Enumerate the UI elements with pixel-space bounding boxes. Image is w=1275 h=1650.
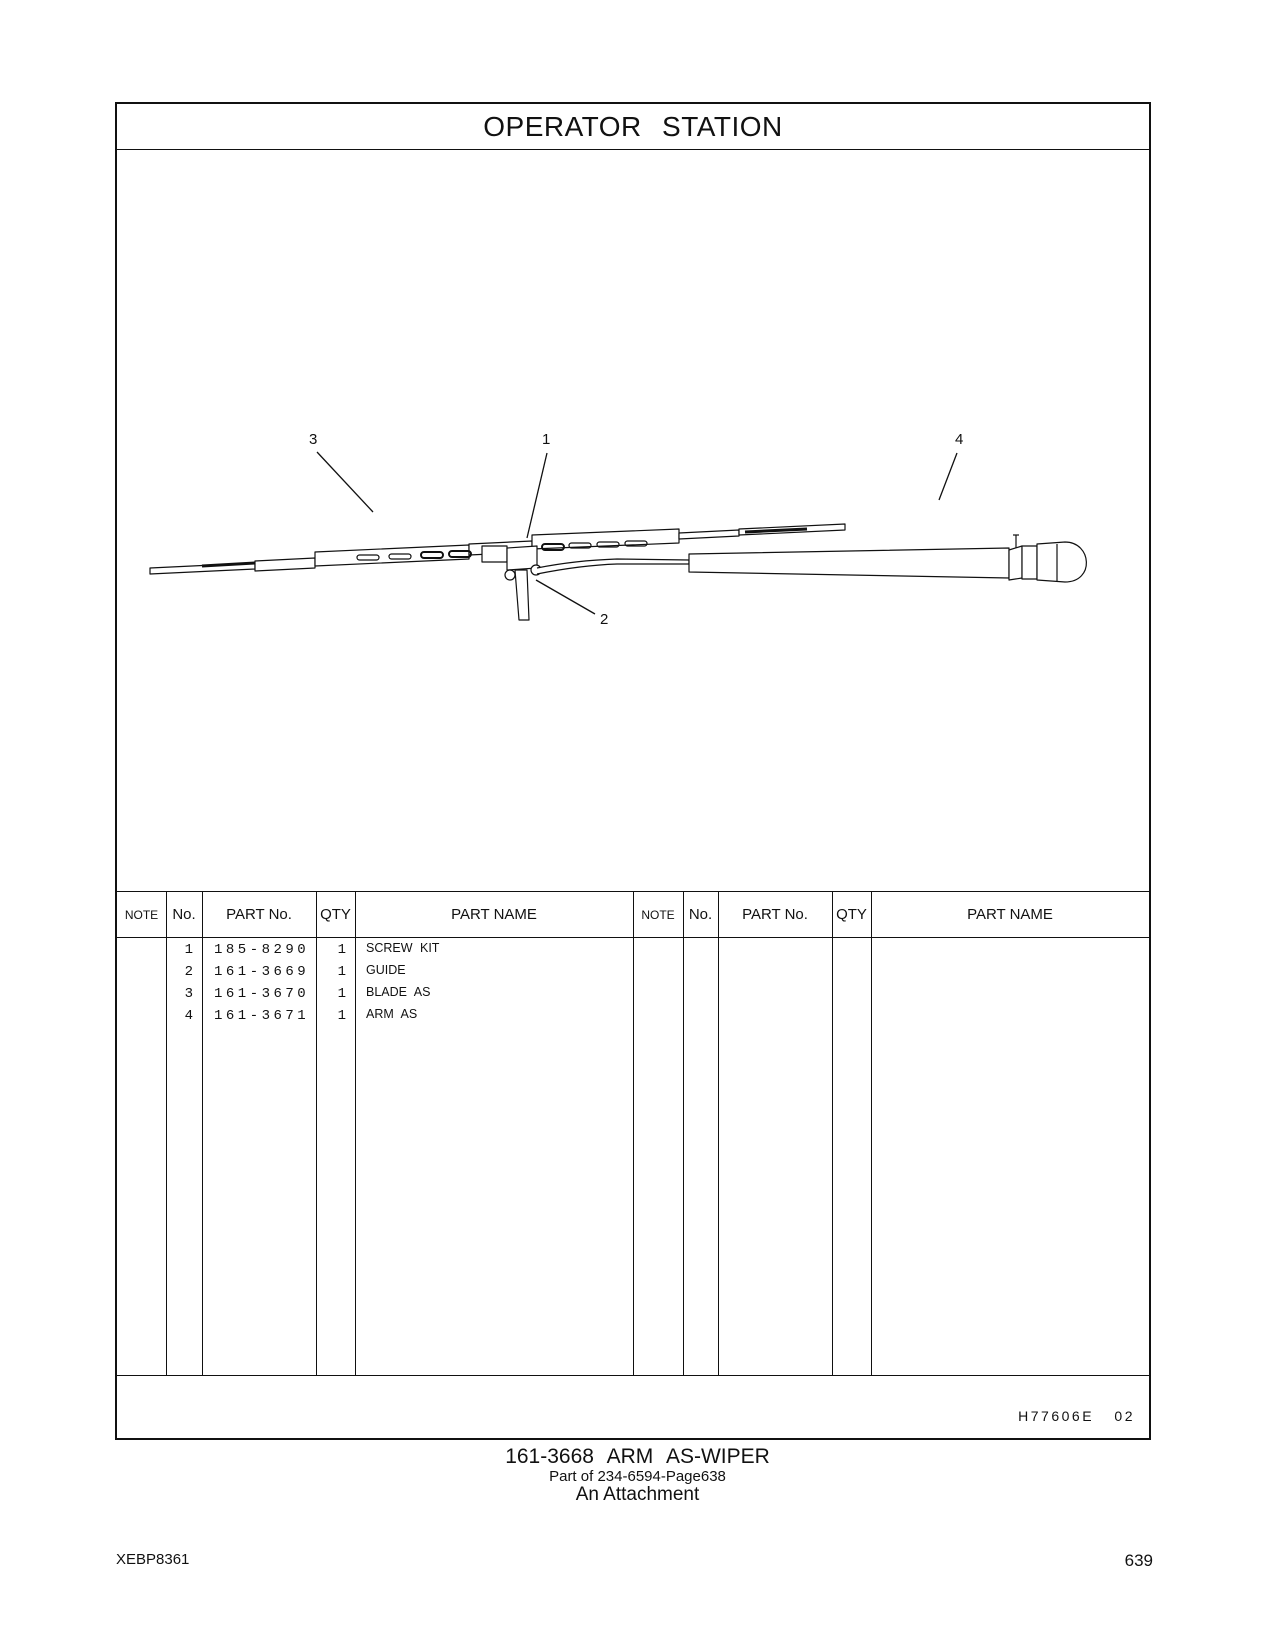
row-part-no: 161-3671 [214, 1008, 310, 1024]
header-no-left: No. [172, 906, 196, 923]
parts-illustration [117, 150, 1149, 891]
row-part-name: GUIDE [366, 963, 406, 977]
row-part-name: BLADE AS [366, 985, 431, 999]
header-qty-left: QTY [320, 906, 351, 923]
row-no: 3 [184, 986, 193, 1002]
header-note-right: NOTE [641, 907, 675, 922]
row-qty: 1 [337, 1008, 346, 1024]
assembly-title: 161-3668 ARM AS-WIPER [505, 1445, 770, 1468]
row-no: 2 [184, 964, 193, 980]
row-no: 4 [184, 1008, 193, 1024]
row-part-name: ARM AS [366, 1007, 418, 1021]
header-qty-right: QTY [836, 906, 867, 923]
header-part-no-left: PART No. [226, 906, 292, 923]
header-part-name-right: PART NAME [967, 906, 1053, 923]
header-part-no-right: PART No. [742, 906, 808, 923]
callout-4: 4 [955, 431, 964, 448]
wiper-arm-drawing [117, 150, 1149, 891]
row-part-no: 161-3669 [214, 964, 310, 980]
illustration-code: H77606E 02 [1018, 1408, 1135, 1424]
callout-3: 3 [309, 431, 318, 448]
section-title: OPERATOR STATION [117, 104, 1149, 150]
callout-2: 2 [600, 611, 609, 628]
callout-1: 1 [542, 431, 551, 448]
header-note-left: NOTE [124, 907, 159, 922]
assembly-attachment-note: An Attachment [575, 1484, 700, 1505]
row-part-no: 185-8290 [214, 942, 310, 958]
page-number: 639 [1124, 1551, 1153, 1570]
row-part-name: SCREW KIT [366, 941, 440, 955]
header-no-right: No. [688, 906, 713, 923]
row-qty: 1 [337, 964, 346, 980]
frame-footer [117, 1376, 1149, 1438]
header-part-name-left: PART NAME [451, 906, 537, 923]
row-qty: 1 [337, 986, 346, 1002]
row-no: 1 [184, 942, 193, 958]
row-part-no: 161-3670 [214, 986, 310, 1002]
guide-clip [482, 546, 541, 620]
document-id: XEBP8361 [116, 1551, 190, 1568]
parts-table [117, 891, 1149, 1376]
row-qty: 1 [337, 942, 346, 958]
assembly-parent-ref: Part of 234-6594-Page638 [549, 1468, 726, 1485]
page-frame [115, 102, 1151, 1440]
